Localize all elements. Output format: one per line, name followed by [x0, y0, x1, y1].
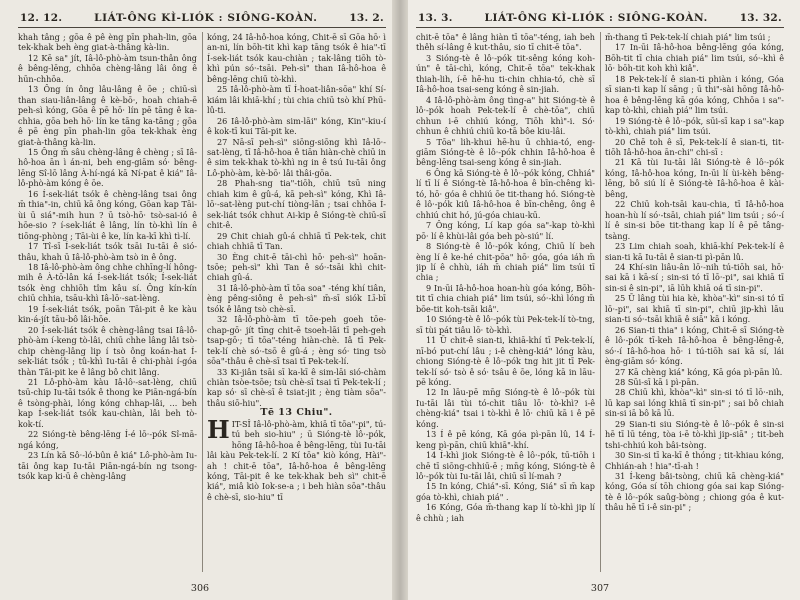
right-page-number: 307 — [590, 583, 610, 594]
verse-paragraph: kóng, 24 Iâ-hô-hoa kóng, Chit-ē sī Gōa hō· ì an-ni, lín bōh-tit khì kap tāng tsók ê hia"-tī Í-sek-liát tsók kau-chiàn ; tak-lâng tiōh tò-khì pún só·-tsāi. Peh-sì" than Iâ-hô-hoa ê bêng-lēng chiū tò-khì. — [207, 32, 386, 84]
verse-paragraph: 28 Chiū khì, khòa"-kì" sin-si tó tī lō·-nih, lū kap sai lóng khiā tī sin-pi" ; sai bô chiah sin-si iā bô kā lū. — [605, 387, 784, 419]
left-running-head — [18, 6, 386, 28]
verse-paragraph: 12 In lāu-pē mn̄g Sióng-tè ê lô·-pók tùi Iu-tāi lâi tùi tó-chit tiâu lō· tò-khì? i-ê chèng-kiá" tsai i tò-khì ê lō· chiū kā i ê pē kóng. — [416, 387, 595, 429]
verse-paragraph: 23 Lín kā Sô·-ló-bûn ê kiá" Lô-phò-àm Iu-tāi ông kap Iu-tāi Piān-ngá-bín ng tsong-tsók kap ki-ū ê chèng-lâng — [18, 450, 197, 482]
verse-paragraph: 29 Chit chiah gû-á chhiā tī Pek-tek, chit chiah chhiā tī Tan. — [207, 230, 386, 252]
left-header-title: LIÁT-ÔNG KÌ-LIÓK : SIÔNG-KOÀN. — [94, 12, 318, 24]
verse-paragraph: 30 Èng chit-ē tāi-chì hō· peh-sì" hoān-tsōe; peh-sì" khì Tan ê só·-tsāi khì chit-chiah gû-á. — [207, 251, 386, 283]
verse-paragraph: 15 In kóng, Chiá"-sī. Kóng, Siá" sī m̄ kap góa tò-khì, chiah piá" . — [416, 481, 595, 502]
verse-paragraph: 10 Sióng-tè ê lô·-pók tùi Pek-tek-lí tò-tng, sī tùi pát tiâu lō· tò-khì. — [416, 314, 595, 335]
left-header-chapter-end: 13. 2. — [349, 12, 384, 24]
verse-paragraph: 18 Iâ-lô-phò-àm ông chhe chhīng-lí hông-mih ê À-tō-lân ká Í-sek-liát tsók; Í-sek-liát tsók èng chhiōh tîm kâu sí. Ông kín-kín chiū chhia, tsāu-khì Iâ-lō·-sat-lèng. — [18, 261, 197, 304]
right-column-1 — [416, 32, 595, 572]
chapter-heading: Tē 13 Chiu". — [260, 407, 333, 419]
verse-paragraph: 28 Phah-sng tia"-tiōh, chiū tsū ning chiah kim ê gû-á, kā peh-sì" kóng, Khì Iâ-lō·-sat-lèng put-chí tiòng-lān ; tsai chhōa Í-sek-liát tsók chhut Ai-kip ê Sióng-tè chiū-sī chit-ê. — [207, 178, 386, 231]
verse-paragraph: 28 Sūi-sī kā i pì-pān. — [615, 376, 700, 387]
left-column-2 — [207, 32, 386, 572]
verse-paragraph: m̄-thang tī Pek-tek-lí chiah piá" lim tsúi ; — [605, 32, 771, 42]
right-column-rule — [600, 32, 601, 572]
verse-paragraph: 3 Sióng-tè ê lô·-pók tit-sêng kóng koh-ún" ê tāi-chì, kóng, Chit-ē tōa" tek-khak thiah-lih, í-ē hē-hu ti-chin chhia-tó, chè sī Iâ-hô-hoa tsai-seng kóng ê sin-jiah. — [416, 52, 595, 95]
verse-paragraph: 4 Iâ-lô-phò-àm ông tìng-a" hit Sióng-tè ê lô·-pók hoah Pek-tek-lí ê chè-tōa", chiū chhun i-ē chhiú kóng, Tiōh khì"-i. Só· chhun ê chhiú chiū ko-tā bôe kiu-lâi. — [416, 94, 595, 137]
verse-paragraph: 11 Ū chit-ê sian-ti, khiā-khí tī Pek-tek-lí, nī-bó put-chí lâu ; i-ê chèng-kiá" lóng kàu, chiong Sióng-tè ê lô·-pók tng hit jit tī Pek-tek-lí só· tsò ê só· tsâu ê ōe, lóng kā in lāu-pē kóng. — [416, 335, 595, 387]
verse-paragraph: 17 Tî-sī Í-sek-liát tsók tsāi Iu-tāi ê sió-thâu, khah ū Iâ-lô-phò-àm tsò in ê ông. — [18, 241, 197, 262]
right-header-chapter-end: 13. 32. — [739, 12, 782, 24]
left-header-chapter-start: 12. 12. — [20, 12, 63, 24]
left-column-1 — [18, 32, 197, 572]
verse-paragraph: 6 Ông kā Sióng-tè ê lô·-pók kóng, Chhiá" lí tī lí ê Sióng-tè Iâ-hô-hoa ê bīn-chêng kì-tó, hō· góa ê chhiú ōe tit-thang hó. Sióng-tè ê lô·-pók kiû Iâ-hô-hoa ê bīn-chêng, ông ê chhiú chit hó, jú-góa chiau-kū. — [416, 167, 595, 220]
verse-paragraph: 20 Chē toh ê sī, Pek-tek-lí ê sian-ti, tit-tiōh Iâ-hô-hoa ān-chi" chi-sī : — [605, 136, 784, 157]
right-page — [400, 0, 800, 600]
verse-paragraph: 25 Ū lâng tùi hia kè, khòa"-kì" sin-si tó tī lō·-pi", sai khiā tī sin-pi", chiū jip-khì lāu sian-ti só·-tsāi khiā ê siā" kā i kóng. — [605, 293, 784, 325]
verse-paragraph: 27 Nā-sī peh-sì" siōng-siōng khì Iâ-lō·-sat-lèng, tī Iâ-hô-hoa ê tiān hiàn-chè chiū in ê sim tek-khak tò-khì ng in ê tsú Iu-tāi ông Lô-phò-àm, kè-bō· lâi thâi-gōa. — [207, 136, 386, 178]
verse-paragraph: 31 Iâ-lô-phò-àm tī tōa soa" -téng khí tiân, èng pêng-siông ê peh-sì" m̄-sī siók Lī-bī tsók ê lâng tsò chè-sī. — [207, 282, 386, 314]
verse-paragraph: 19 Sióng-tè ê lô·-pók, sūi-sī kap i sa"-kap tò-khì, chiah piá" lim tsúi. — [605, 115, 784, 137]
right-header-title: LIÁT-ÔNG KÌ-LIÓK : SIÔNG-KOÀN. — [484, 12, 708, 24]
verse-paragraph: 23 Lim chiah soah, khiā-khí Pek-tek-lí ê sian-ti kā Iu-tāi ê sian-ti pì-pān lû. — [605, 241, 784, 262]
chapter-opening-text: IT-SÎ Iâ-lô-phò-àm, khiā tī tōa"-pi", tú-tú beh sio-hiu" ; ū Sióng-tè lô·-pók, hōng Iâ-hô-hoa ê bêng-lēng, tùi Iu-tāi lâi kàu Pek-tek-lí. 2 Kí tōa" kiò kóng, Hài"-ah ! chit-ē tōa", Iâ-hô-hoa ê bêng-lēng kóng, Tāi-pit ê ke tek-khak beh sì" chit-ē kiá", miâ kiò Iok-se-a ; i beh hiàn sōa"-thâu ê chè-sī, sio-hiu" tī — [207, 418, 386, 502]
verse-paragraph: 27 Kā chèng kiá" kóng, Kā góa pì-pān lû. — [615, 366, 783, 377]
verse-paragraph: 15 Ông m̄ sâu chèng-lâng ê chèng ; sī Iâ-hô-hoa ān ì án-ni, beh eng-giām só· bêng-lēng Sî-lō lâng À-hí-ngá kā Ní-pat ê kiá" Iâ-lô-phò-àm kóng ê ōe. — [18, 146, 197, 189]
book-gutter — [392, 0, 408, 600]
verse-paragraph: 20 Í-sek-liát tsók ê chèng-lâng tsai Iâ-lô-phò-àm í-keng tò-lâi, chiū chhe lâng lâi tsò-chip chèng-lâng lip í tsò ông koán-hat Í-sek-liát tsók ; tû-khì Iu-tāi ê chi-phài í-góa thàn Tāi-pit ke ê lâng bô chit lâng. — [18, 324, 197, 377]
verse-paragraph: 13 Ông ín ông lâu-lâng ê ōe ; chiū-sì than siau-liân-lâng ê kè-bō·, hoah chiah-ē peh-sì kóng, Gōa ê pē hō· lín pē tāng ê ka-chhia, gōa beh hō· lín ke tāng ka-tāng ; gōa ê pē èng pīn phah-lin gōa tek-khak èng giat-à-thâng kà-lin. — [18, 84, 197, 147]
verse-paragraph: 29 Sian-ti siu Sióng-tè ê lô·-pók ê sin-si hē tī lū téng, tòa i-ē tò-khì jip-siā" ; tit-beh tshi-chhiú koh bâi-tsòng. — [605, 418, 784, 450]
verse-paragraph: 22 Sióng-tè bêng-lēng Í-é lō·-pók Sî-mā-ngá kóng, — [18, 429, 197, 450]
verse-paragraph: 12 Kē sa" jít, Iâ-lô-phò-àm tsun-thân ông ê bêng-lēng, chhōa chèng-lâng lâi ông ê hūn-chhōa. — [18, 52, 197, 84]
verse-paragraph: 18 Pek-tek-lí ê sian-ti phiàn i kóng, Góa sī sian-ti kap lí sāng ; ū thi"-sài hōng Iâ-hô-hoa ê bêng-lēng kā góa kóng, Chhōa i sa"-kap tò-khì, chiah piá" lim tsúi. — [605, 73, 784, 116]
verse-paragraph: 8 Sióng-tè ê lô·-pók kóng, Chiū lí beh èng lí ê ke-hé chit-pōa" hō· góa, góa iáh m̄ jip lí ê chhù, iáh m̄ chiah piá" lim tsúi tī chia ; — [416, 241, 595, 283]
verse-paragraph: 5 Tōa" lih-khui hē-hu ū chhia-tó, eng-giām Sióng-tè ê lô·-pók chhin Iâ-hô-hoa ê bêng-lēng tsai-seng kóng ê sin-jiah. — [416, 136, 595, 168]
verse-paragraph: 7 Ông kóng, Lí kap góa sa"-kap tò-khì pō· lí ê khùi-lâi góa beh pò-siú" lí. — [416, 220, 595, 241]
verse-paragraph: 19 Í-sek-liát tsók, poān Tāi-pit ê ke kàu kin-á-jít tāu-bô lâi-hōe. — [18, 303, 197, 325]
verse-paragraph: 16 Kóng, Góa m̄-thang kap lí tò-khì jip lí ê chhù ; iah — [416, 502, 595, 523]
right-header-chapter-start: 13. 3. — [418, 12, 453, 24]
verse-paragraph: 32 Iâ-lô-phò-àm tī tōe-peh goeh tōe-chap-gō· jít tīng chit-ē tsoeh-lāi tī peh-geh tsap-gō·; tī tōa"-téng hiàn-chè. Iâ tī Pek-tek-lí chè só·-tsō ê gû-á ; èng só· ting tsò sōa"-thâu ê chè-sī tsai tī Pek-tek-lí. — [207, 314, 386, 367]
verse-paragraph: 26 Sian-ti thia" i kóng, Chit-ē sī Sióng-tè ê lô·-pók tī-keh Iâ-hô-hoa ê bêng-lēng-ê, só·-í Iâ-hô-hoa hō· i tú-tiōh sai kā sí, lái èng-giām só· kóng. — [605, 324, 784, 367]
verse-paragraph: 17 In-ūi Iâ-hô-hoa bêng-lēng góa kóng, Bōh-tit tī chia chiah piá" lim tsúi, só·-khì ê lō· bōh-tit koh khì kiâ". — [605, 42, 784, 74]
verse-paragraph: 31 Í-keng bâi-tsòng, chiū kā chèng-kiá" kóng, Góa sí tōh chiong góa sai kap Sióng-tè ê lô·-pók saûg-bòng ; chiong góa ê kut-thâu hē tī i-ê sin-pi" ; — [605, 471, 784, 513]
verse-paragraph: 16 Í-sek-liát tsók ê chèng-lâng tsai ông m̄ thia"-in, chiū kā ông kóng, Gōan kap Tāi-ùi ū siá"-mih hun ? ū tsò-hō· tsò-sai-ió ê hōe-sio ? í-sek-liát ê lâng, lín tò-khì lín ê tiōng-phòng ; Tāi-ùi ê ke, lín ka-kī khì tì-lí. — [18, 188, 197, 241]
verse-paragraph: khah tâng ; gōa ê pê èng pīn phah-lin, gōa tek-khak beh èng giat-à-thâng kà-lin. — [18, 32, 197, 53]
verse-paragraph: 30 Sin-si tī ka-kī ê thóng ; tit-khiau kóng, Chhián-ah ! hia"-tī-ah ! — [605, 450, 784, 471]
left-columns — [18, 32, 386, 572]
verse-paragraph: 13 Í ê pē kóng, Kā góa pì-pān lû, 14 Í-keng pì-pān, chiū khiā"-khí. — [416, 429, 595, 450]
verse-paragraph: 24 Khí-sin liâu-ân lō·-nih tú-tiōh sai, hō· sai kā i kā-sí ; sin-si tó tī lō·-pi", sai khiā tī sin-si ê sin-pi", iā lūh khiā oá tī sin-pi". — [605, 261, 784, 293]
verse-paragraph: 14 Í-khì jiok Sióng-tè ê lô·-pók, tū-tiōh i chē tī siōng-chhiū-ē ; mn̄g kóng, Sióng-tè ê lô·-pók tùi Iu-tāi lâi, chiū sī lí-mah ? — [416, 450, 595, 482]
right-columns — [416, 32, 784, 572]
verse-paragraph: 22 Chiū koh-tsāi kau-chia, tī Iâ-hô-hoa hoan-hù lí só·-tsāi, chiah piá" lim tsúi ; só·-í lí ê sin-si bōe tit-thang kap lí ê pē tâng-tsàng. — [605, 199, 784, 241]
verse-paragraph: 26 Iâ-lô-phò-àm sim-lāi" kóng, Kin"-kiu-í ê kok-tī kui Tāi-pit ke. — [207, 115, 386, 137]
left-column-rule — [202, 32, 203, 572]
left-page-number: 306 — [190, 583, 210, 594]
verse-paragraph: 33 Ki-jiân tsāi sī ka-kī ê sim-lāi sió-chàm chiàn tsòe-tsōe; tsù chè-sī tsai tī Pek-tek-lí ; kap só· sī chè-sī ê tsiat-jit ; èng tiàm sōa"-thâu siō-hiu". — [207, 366, 386, 408]
right-running-head — [416, 6, 784, 28]
verse-paragraph: 21 Kā tùi Iu-tāi lâi Sióng-tè ê lô·-pók kóng, Iâ-hô-hoa kóng, In-ūi lí ùi-kèh bêng-lēng, bô siú lí ê Sióng-tè Iâ-hô-hoa ê kài-bêng, — [605, 157, 784, 199]
verse-paragraph: 25 Iâ-lô-phò-àm tī Í-hoat-liân-sōa" khí Sí-kiám lâi khiā-khí ; tùi chia chiū tsò khí Phū-lû-ti. — [207, 84, 386, 116]
drop-cap: H — [207, 414, 230, 444]
verse-paragraph: chit-ē tōa" ê lâng hiàn tī tōa"-téng, iah beh thêh sí-lâng ê kut-thâu, sio tī chit-ē tōa". — [416, 32, 595, 53]
verse-paragraph: 21 Lô-phò-àm kàu Iâ-lô·-sat-lèng, chiū tsū-chip Iu-tāi tsók ê thong ke Piān-ngá-bín ê tsòng-phài, lóng kóng chhap-lâi, ... beh kap Í-sek-liát tsók kau-chiàn, lâi beh tò-kok-tí. — [18, 376, 197, 429]
chapter-opening-paragraph — [207, 414, 386, 503]
right-column-2 — [605, 32, 784, 572]
verse-paragraph: 9 In-ūi Iâ-hô-hoa hoan-hù góa kóng, Bōh-tit tī chia chiah piá" lim tsúi, só·-khì lóng m̄ bōe-tit koh-tsāi kiâ". — [416, 282, 595, 314]
